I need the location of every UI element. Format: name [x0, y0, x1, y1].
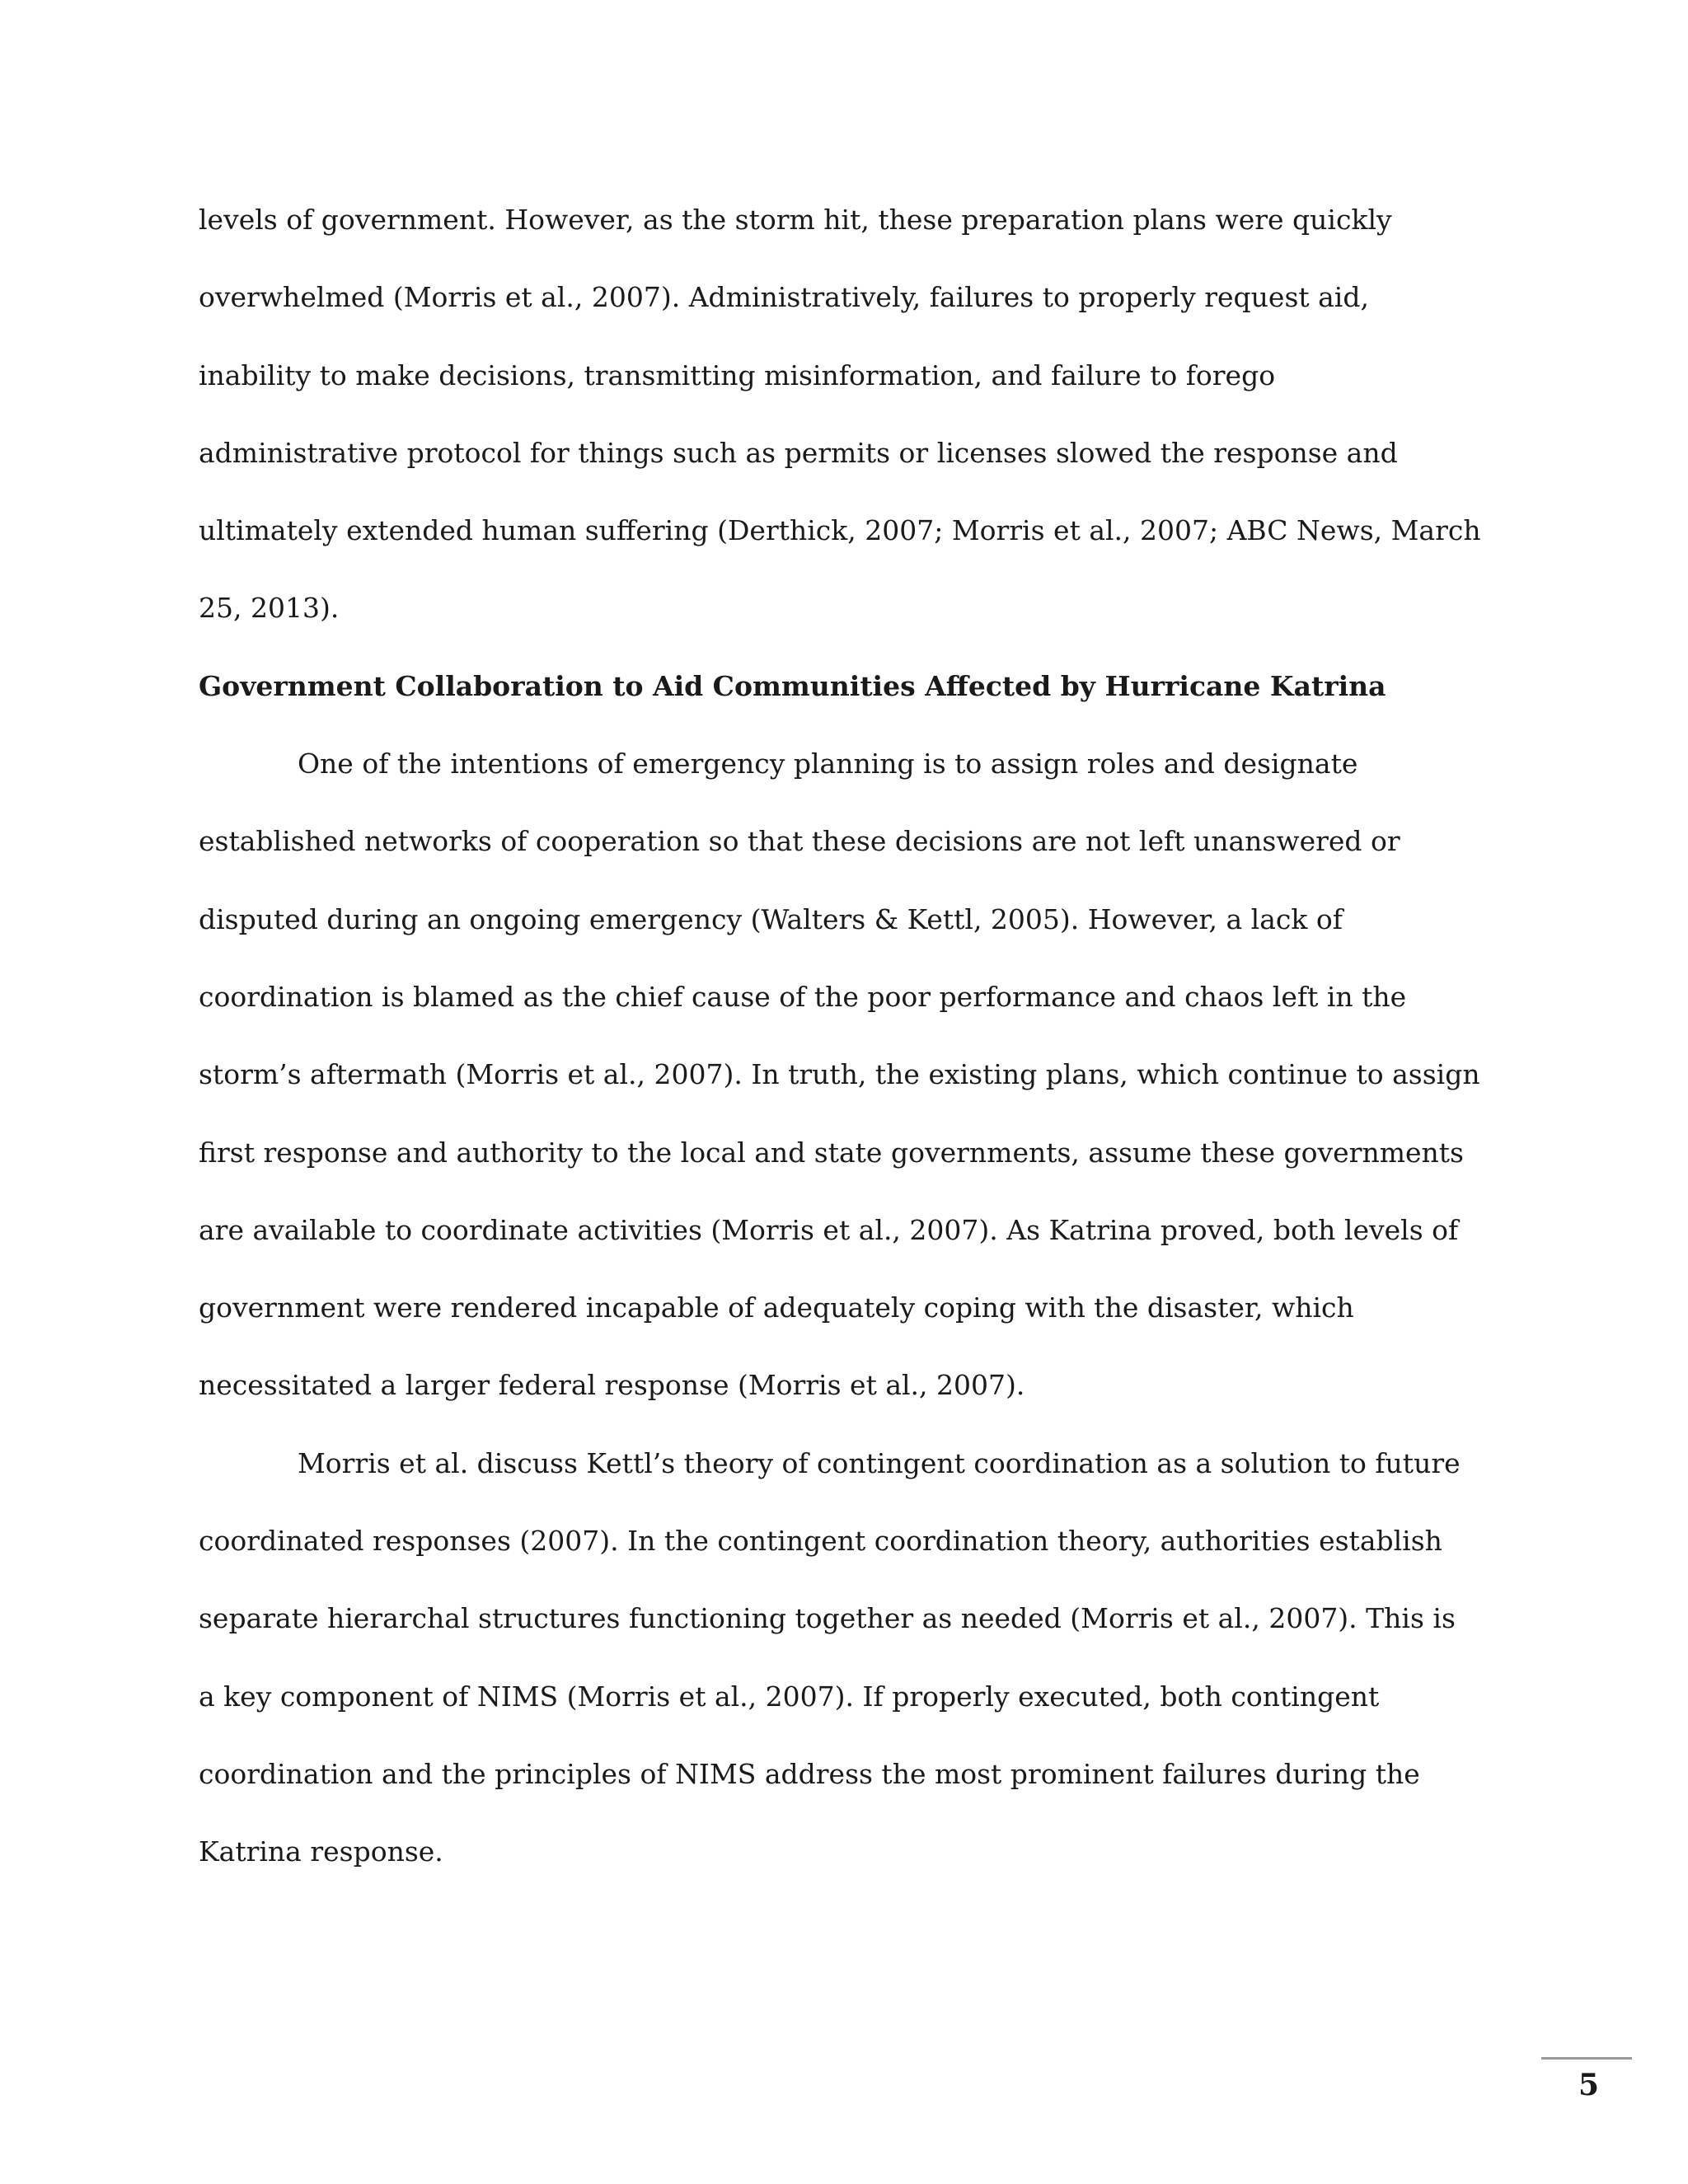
text-line: levels of government. However, as the storm hit, these preparation plans were quickly: [199, 204, 1392, 236]
text-line: separate hierarchal structures functioning together as needed (Morris et al., 2007). This is: [199, 1602, 1456, 1635]
text-line: storm’s aftermath (Morris et al., 2007). In truth, the existing plans, which continue to assign: [199, 1058, 1480, 1091]
text-line: established networks of cooperation so that these decisions are not left unanswered or: [199, 825, 1400, 858]
section-heading: Government Collaboration to Aid Communities Affected by Hurricane Katrina: [199, 669, 1386, 702]
text-line: Morris et al. discuss Kettl’s theory of contingent coordination as a solution to future: [298, 1446, 1461, 1479]
text-line: 25, 2013).: [199, 592, 340, 625]
text-line: administrative protocol for things such as permits or licenses slowed the response and: [199, 436, 1398, 469]
text-line: coordinated responses (2007). In the contingent coordination theory, authorities establish: [199, 1525, 1442, 1558]
text-line: are available to coordinate activities (Morris et al., 2007). As Katrina proved, both levels of: [199, 1213, 1459, 1246]
text-line: government were rendered incapable of adequately coping with the disaster, which: [199, 1291, 1354, 1324]
text-line: first response and authority to the local and state governments, assume these governments: [199, 1136, 1464, 1169]
text-line: inability to make decisions, transmitting misinformation, and failure to forego: [199, 359, 1276, 391]
text-line: overwhelmed (Morris et al., 2007). Administratively, failures to properly request aid,: [199, 281, 1369, 314]
text-line: a key component of NIMS (Morris et al., 2007). If properly executed, both contingent: [199, 1680, 1380, 1713]
text-line: Katrina response.: [199, 1835, 443, 1868]
page-number-divider: [1541, 2057, 1632, 2060]
text-line: coordination is blamed as the chief cause of the poor performance and chaos left in the: [199, 980, 1407, 1013]
text-line: ultimately extended human suffering (Derthick, 2007; Morris et al., 2007; ABC News, March: [199, 514, 1481, 547]
page-number: 5: [1578, 2068, 1599, 2102]
text-line: necessitated a larger federal response (Morris et al., 2007).: [199, 1369, 1025, 1402]
text-line: One of the intentions of emergency planning is to assign roles and designate: [298, 748, 1358, 780]
body-text: [199, 181, 1497, 1891]
text-line: disputed during an ongoing emergency (Walters & Kettl, 2005). However, a lack of: [199, 902, 1343, 935]
text-line: coordination and the principles of NIMS address the most prominent failures during the: [199, 1757, 1420, 1790]
